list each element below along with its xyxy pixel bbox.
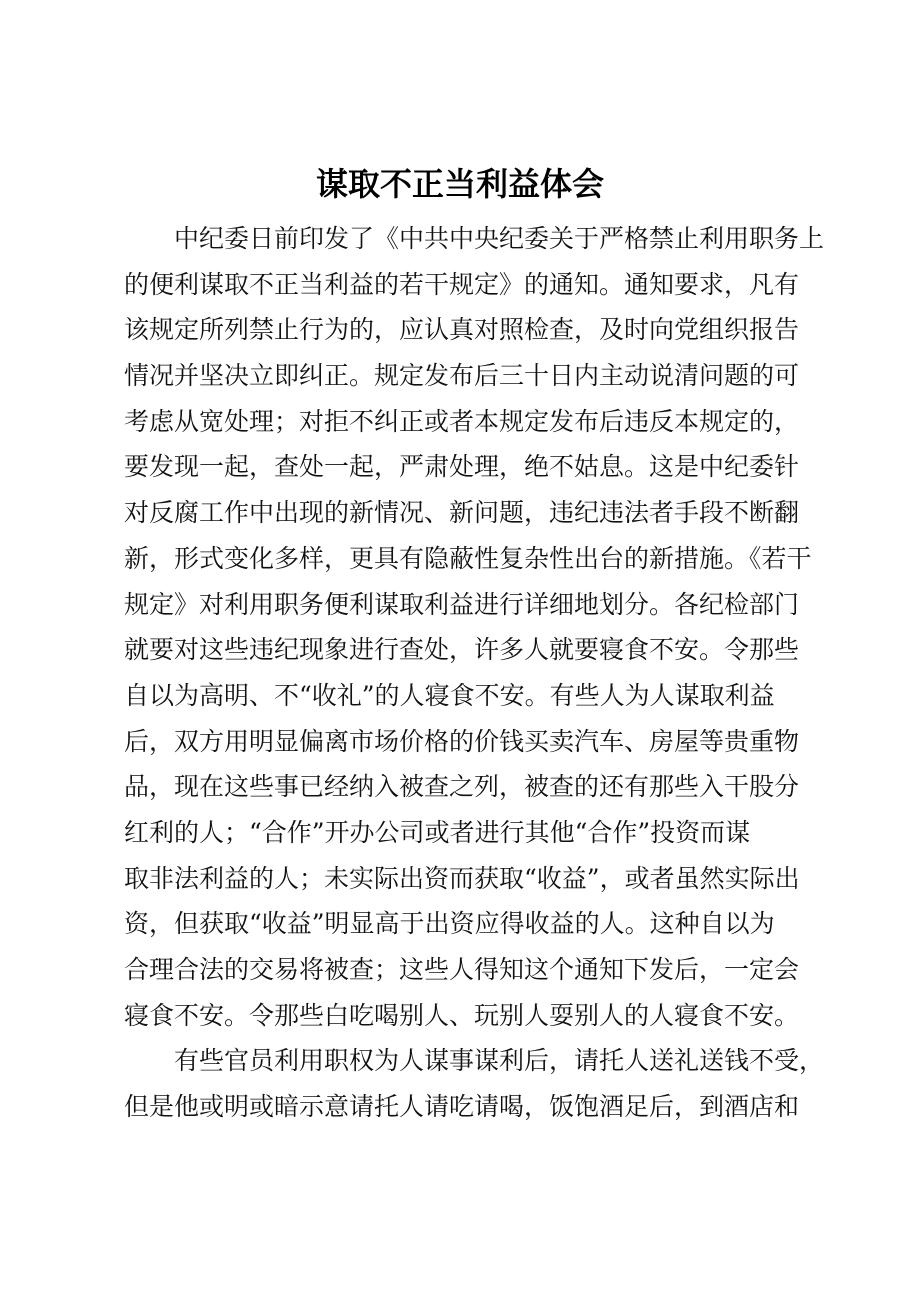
text-line: 就要对这些违纪现象进行查处，许多人就要寝食不安。令那些	[124, 635, 800, 665]
text-line: 自以为高明、不“收礼”的人寝食不安。有些人为人谋取利益	[124, 680, 775, 710]
text-line: 取非法利益的人；未实际出资而获取“收益”，或者虽然实际出	[124, 863, 800, 893]
text-line: 对反腐工作中出现的新情况、新问题，违纪违法者手段不断翻	[124, 498, 800, 528]
paragraph	[124, 216, 825, 1038]
text-line: 但是他或明或暗示意请托人请吃请喝，饭饱酒足后，到酒店和	[124, 1092, 800, 1122]
text-line: 的便利谋取不正当利益的若干规定》的通知。通知要求，凡有	[124, 269, 800, 299]
text-line: 品，现在这些事已经纳入被查之列，被查的还有那些入干股分	[124, 772, 800, 802]
text-line: 中纪委日前印发了《中共中央纪委关于严格禁止利用职务上	[174, 224, 825, 253]
document-title: 谋取不正当利益体会	[315, 165, 604, 203]
text-line: 规定》对利用职务便利谋取利益进行详细地划分。各纪检部门	[124, 589, 800, 619]
text-line: 红利的人；“合作”开办公司或者进行其他“合作”投资而谋	[124, 817, 751, 847]
text-line: 要发现一起，查处一起，严肃处理，绝不姑息。这是中纪委针	[124, 452, 800, 482]
text-line: 合理合法的交易将被查；这些人得知这个通知下发后，一定会	[124, 955, 800, 984]
text-line: 该规定所列禁止行为的，应认真对照检查，及时向党组织报告	[124, 315, 800, 345]
text-line: 新，形式变化多样，更具有隐蔽性复杂性出台的新措施。《若干	[124, 543, 812, 573]
text-line: 寝食不安。令那些白吃喝别人、玩别人耍别人的人寝食不安。	[124, 1000, 800, 1030]
text-line: 考虑从宽处理；对拒不纠正或者本规定发布后违反本规定的，	[124, 406, 800, 436]
document-body	[124, 216, 825, 1130]
text-line: 情况并坚决立即纠正。规定发布后三十日内主动说清问题的可	[124, 361, 800, 391]
text-line: 有些官员利用职权为人谋事谋利后，请托人送礼送钱不受，	[174, 1046, 825, 1076]
paragraph	[124, 1038, 825, 1129]
text-line: 后，双方用明显偏离市场价格的价钱买卖汽车、房屋等贵重物	[124, 726, 800, 756]
text-line: 资，但获取“收益”明显高于出资应得收益的人。这种自以为	[124, 909, 775, 939]
